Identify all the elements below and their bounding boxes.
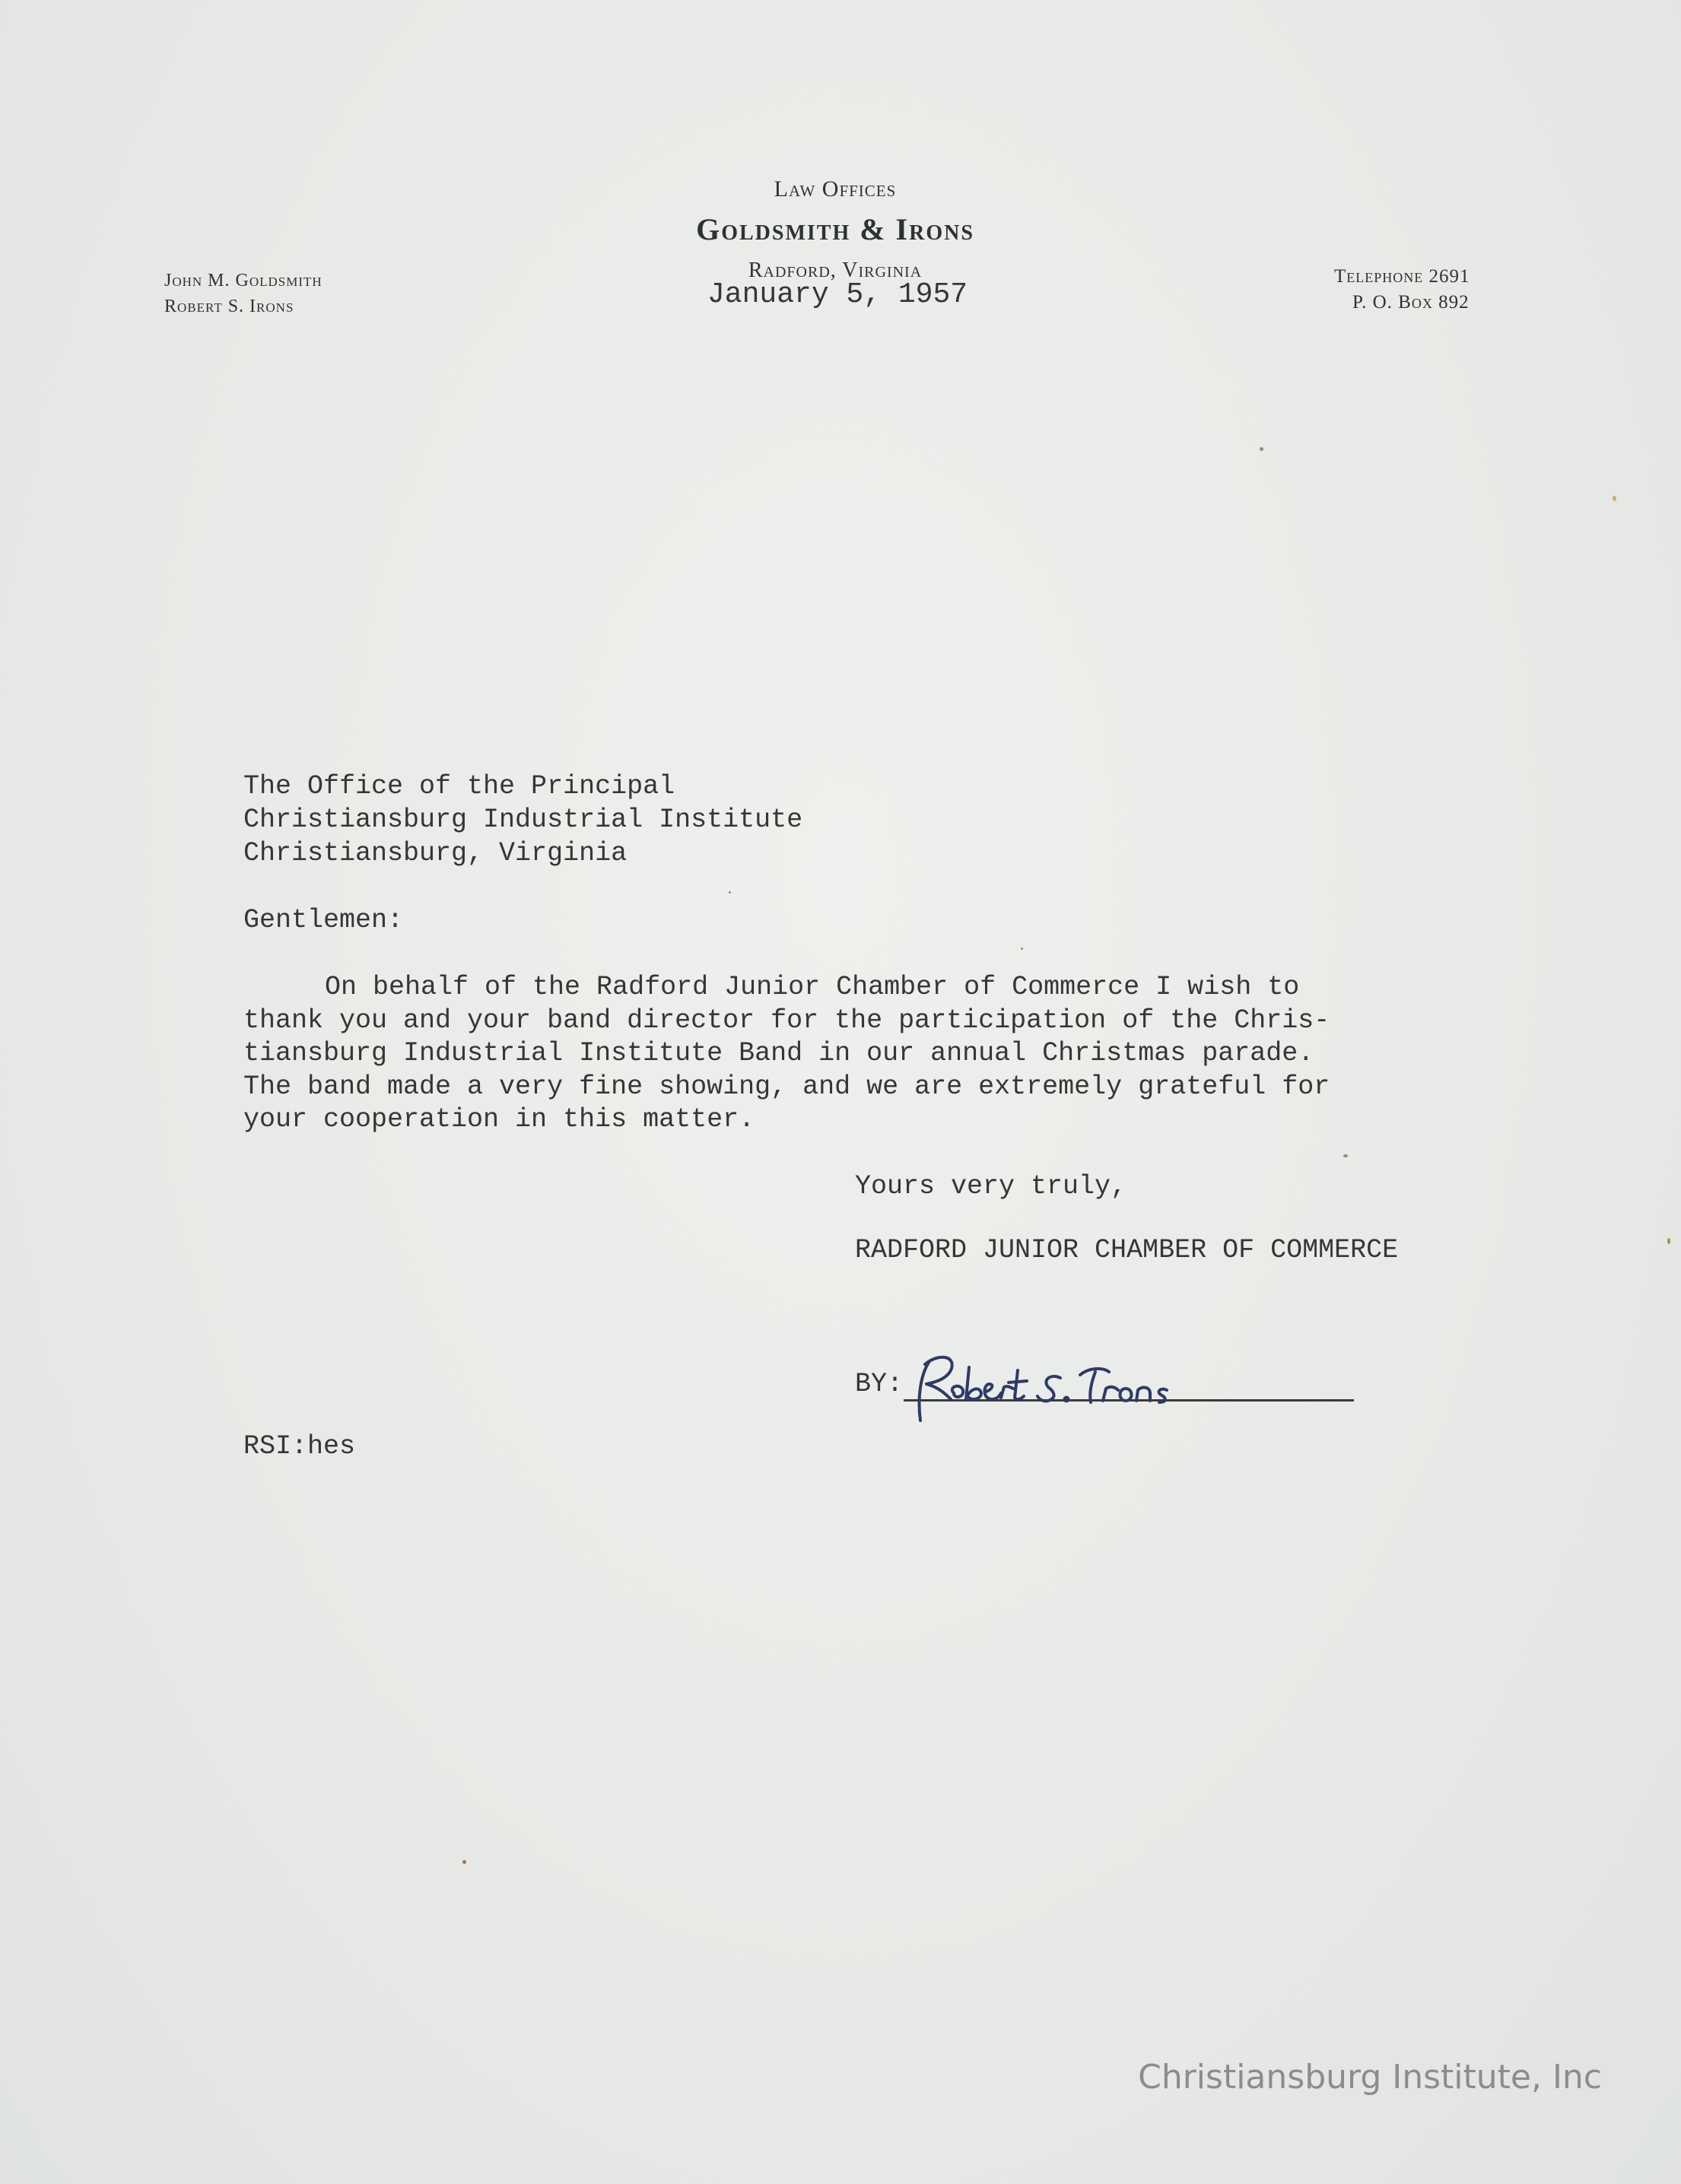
body-line: thank you and your band director for the participation of the Chris- [243,1005,1330,1036]
signature-by-label: BY: [855,1369,904,1399]
body-line: The band made a very fine showing, and we are extremely grateful for [243,1071,1330,1102]
organization-name: RADFORD JUNIOR CHAMBER OF COMMERCE [855,1235,1399,1265]
address-line: Christiansburg Industrial Institute [243,805,803,835]
closing: Yours very truly, [855,1171,1127,1202]
paper-speck [1343,1154,1348,1157]
body-line: your cooperation in this matter. [243,1104,755,1135]
address-line: Christiansburg, Virginia [243,838,628,868]
archive-watermark: Christiansburg Institute, Inc [1138,2058,1602,2097]
paper-speck [729,891,731,894]
letterhead-partner: Robert S. Irons [164,297,294,316]
letterhead-po-box: P. O. Box 892 [1352,292,1470,313]
body-line: On behalf of the Radford Junior Chamber of Commerce I wish to [325,972,1300,1002]
salutation: Gentlemen: [243,905,404,935]
letterhead-telephone: Telephone 2691 [1334,266,1470,287]
paper-speck [1021,948,1023,950]
body-line: tiansburg Industrial Institute Band in our annual Christmas parade. [243,1038,1314,1068]
paper-speck [1667,1238,1670,1244]
paper-speck [1613,496,1616,501]
handwritten-signature [904,1344,1223,1436]
letterhead-firm-name: Goldsmith & Irons [696,212,974,246]
paper-speck [1260,447,1263,451]
letterhead-law-offices: Law Offices [774,176,897,202]
letter-date: January 5, 1957 [707,278,968,311]
letterhead-partner: John M. Goldsmith [164,271,323,290]
letterhead-city: Radford, Virginia [748,259,923,282]
typist-initials: RSI:hes [243,1431,356,1462]
paper-speck [462,1860,466,1864]
address-line: The Office of the Principal [243,771,675,802]
